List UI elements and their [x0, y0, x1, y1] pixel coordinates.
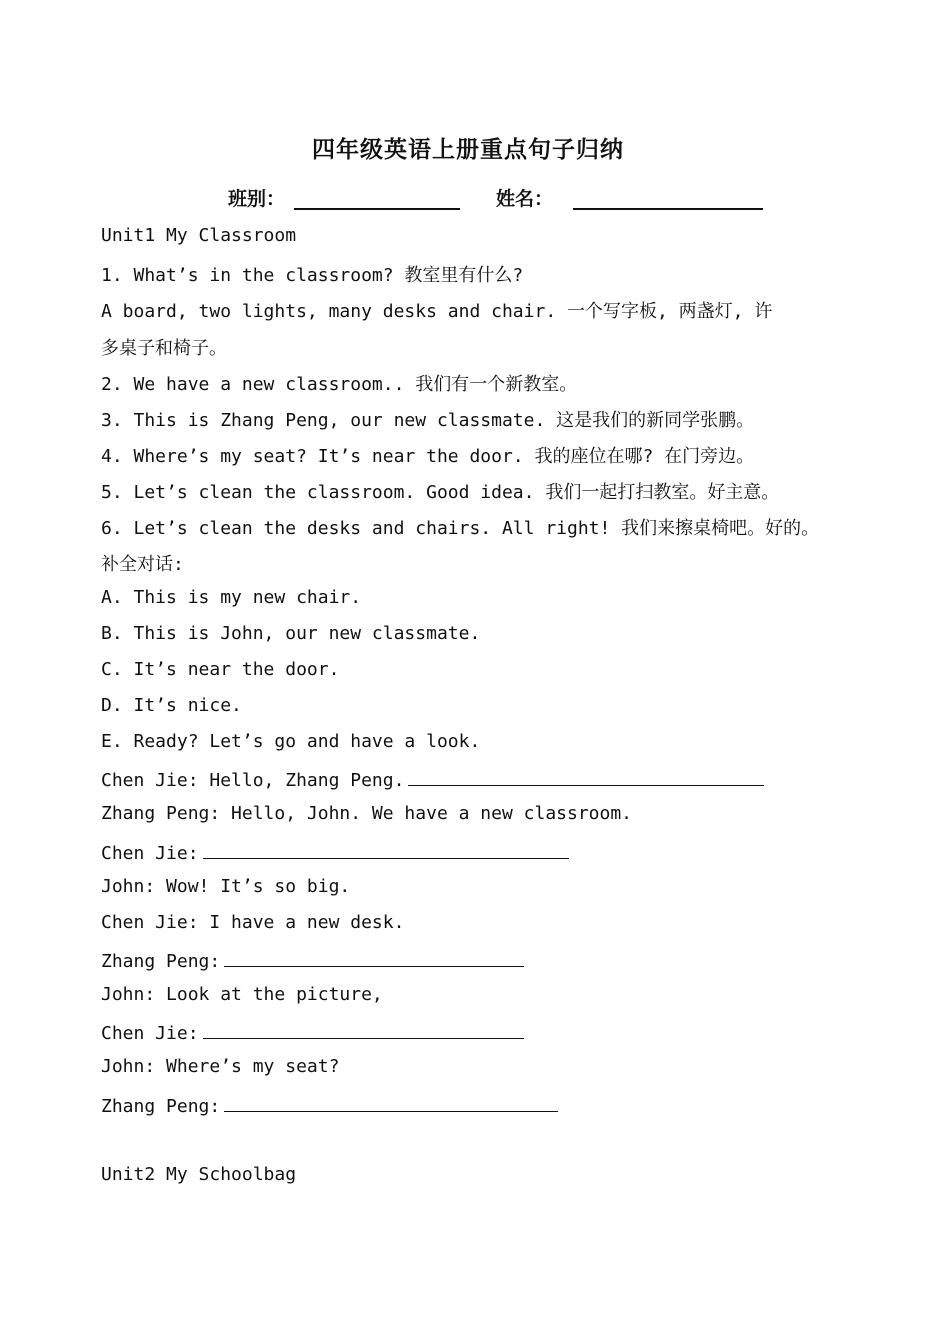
- option-b: B. This is John, our new classmate.: [101, 623, 481, 644]
- sentence-1-answer-cont: 多桌子和椅子。: [101, 338, 227, 359]
- dialogue-line-10-text: Zhang Peng:: [101, 1096, 221, 1117]
- dialogue-line-2: Zhang Peng: Hello, John. We have a new classroom.: [101, 803, 633, 824]
- answer-blank-3[interactable]: [224, 948, 524, 967]
- sentence-2: 2. We have a new classroom.. 我们有一个新教室。: [101, 374, 578, 395]
- sentence-5: 5. Let’s clean the classroom. Good idea. 我们一起打扫教室。好主意。: [101, 482, 780, 503]
- option-a: A. This is my new chair.: [101, 587, 362, 608]
- dialogue-line-8-text: Chen Jie:: [101, 1023, 199, 1044]
- page-title: 四年级英语上册重点句子归纳: [312, 136, 624, 163]
- dialogue-line-7: John: Look at the picture,: [101, 984, 383, 1005]
- dialogue-line-8: [101, 1020, 524, 1044]
- option-c: C. It’s near the door.: [101, 659, 340, 680]
- class-label: 班别：: [228, 188, 286, 210]
- sentence-3: 3. This is Zhang Peng, our new classmate. 这是我们的新同学张鹏。: [101, 410, 755, 431]
- dialogue-line-6-text: Zhang Peng:: [101, 951, 221, 972]
- unit2-heading: Unit2 My Schoolbag: [101, 1164, 297, 1185]
- answer-blank-1[interactable]: [408, 767, 764, 786]
- dialogue-line-9: John: Where’s my seat?: [101, 1056, 340, 1077]
- dialogue-line-5: Chen Jie: I have a new desk.: [101, 912, 405, 933]
- sentence-6: 6. Let’s clean the desks and chairs. All right! 我们来擦桌椅吧。好的。: [101, 518, 820, 539]
- dialogue-line-3: [101, 840, 569, 864]
- dialogue-line-4: John: Wow! It’s so big.: [101, 876, 351, 897]
- sentence-1-answer: A board, two lights, many desks and chair. 一个写字板, 两盏灯, 许: [101, 301, 773, 322]
- sentence-1: 1. What’s in the classroom? 教室里有什么?: [101, 265, 524, 286]
- dialogue-line-1-text: Chen Jie: Hello, Zhang Peng.: [101, 770, 405, 791]
- unit1-heading: Unit1 My Classroom: [101, 225, 297, 246]
- name-label: 姓名：: [496, 188, 554, 210]
- dialogue-heading: 补全对话:: [101, 554, 184, 575]
- answer-blank-5[interactable]: [224, 1093, 558, 1112]
- dialogue-line-10: [101, 1093, 558, 1117]
- dialogue-line-1: [101, 767, 764, 791]
- sentence-4: 4. Where’s my seat? It’s near the door. 我的座位在哪? 在门旁边。: [101, 446, 755, 467]
- class-blank[interactable]: [294, 208, 460, 210]
- answer-blank-4[interactable]: [203, 1020, 524, 1039]
- answer-blank-2[interactable]: [203, 840, 569, 859]
- dialogue-line-3-text: Chen Jie:: [101, 843, 199, 864]
- option-d: D. It’s nice.: [101, 695, 242, 716]
- dialogue-line-6: [101, 948, 524, 972]
- option-e: E. Ready? Let’s go and have a look.: [101, 731, 481, 752]
- name-blank[interactable]: [573, 208, 763, 210]
